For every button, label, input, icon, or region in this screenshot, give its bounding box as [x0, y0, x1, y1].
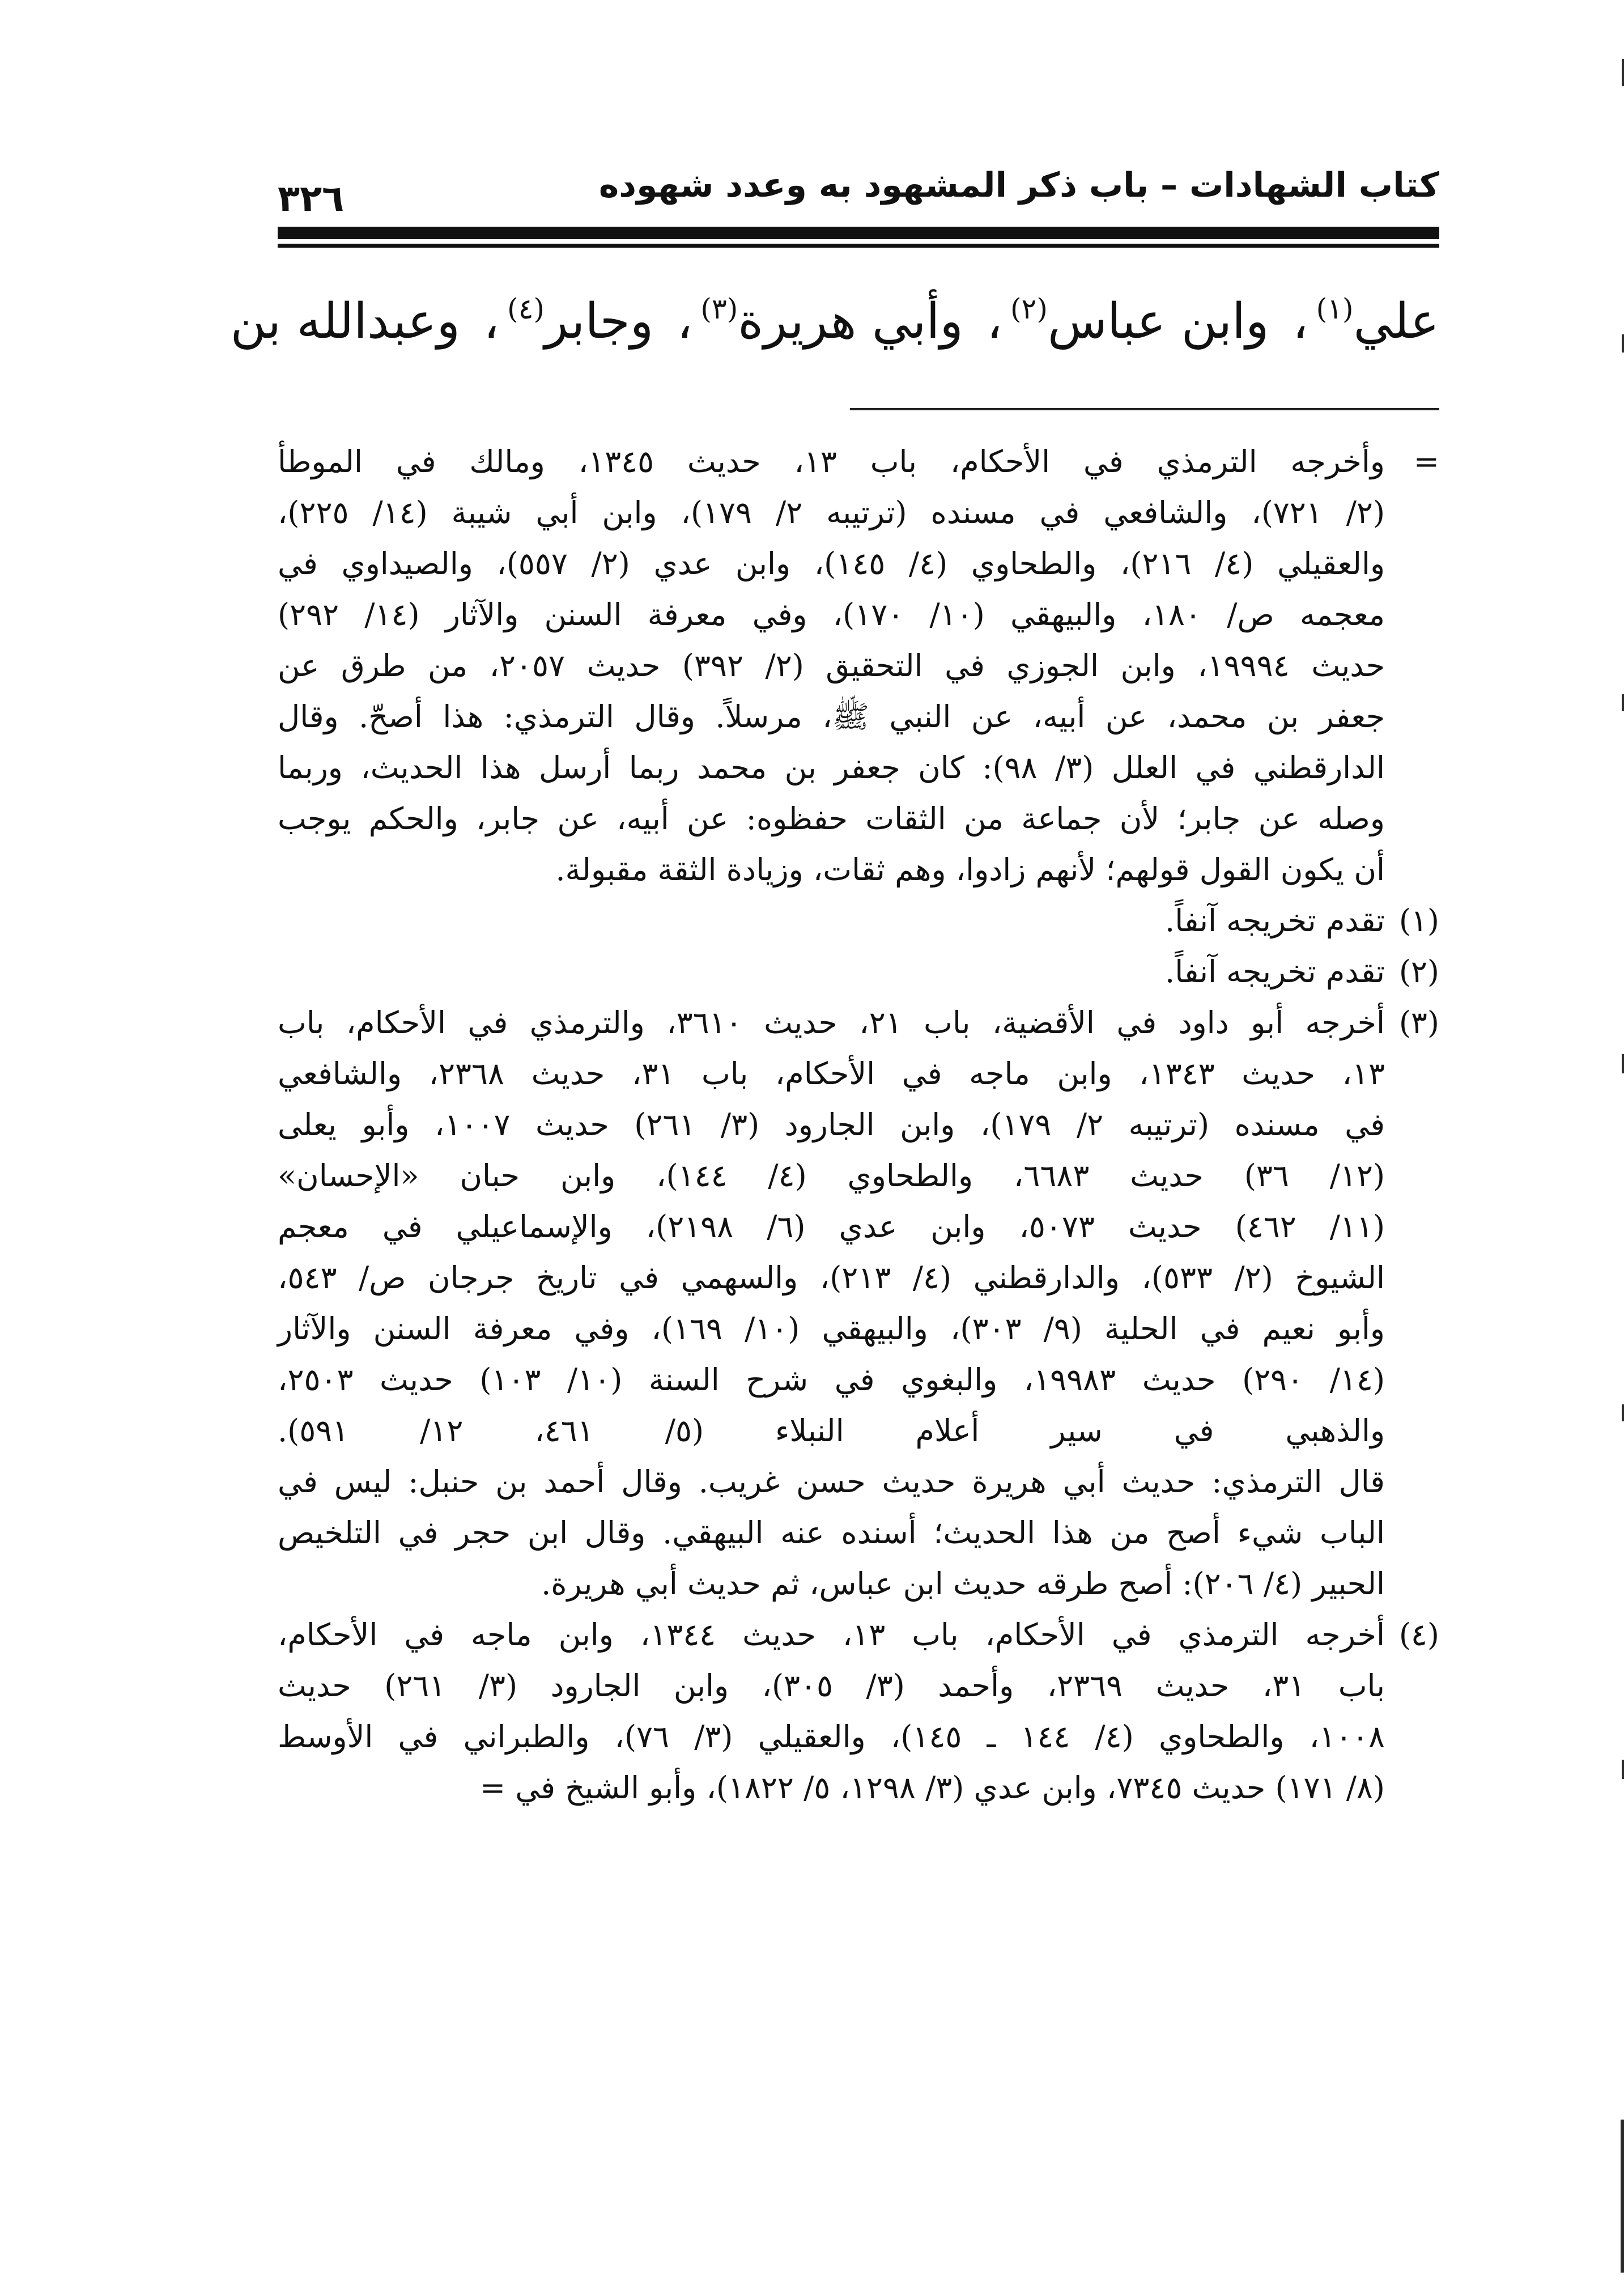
- footnote-line: والذهبي في سير أعلام النبلاء (٥/ ٤٦١، ١٢/ ٥٩١).: [278, 1413, 1385, 1449]
- footnote-line: (٢/ ٧٢١)، والشافعي في مسنده (ترتيبه ٢/ ١٧٩)، وابن أبي شيبة (١٤/ ٢٢٥)،: [278, 495, 1385, 530]
- footnote-line: وأخرجه الترمذي في الأحكام، باب ١٣، حديث ١٣٤٥، ومالك في الموطأ: [278, 444, 1385, 479]
- page-number: ٣٢٦: [278, 178, 345, 220]
- binding-mark: [1622, 1054, 1624, 1073]
- binding-mark: [1622, 1404, 1624, 1421]
- footnote-marker: (١): [1398, 903, 1439, 939]
- footnote-block: [278, 997, 1439, 1610]
- footnote-line: أن يكون القول قولهم؛ لأنهم زادوا، وهم ثقات، وزيادة الثقة مقبولة.: [555, 852, 1385, 888]
- binding-mark: [1622, 694, 1624, 711]
- header-rule-thick: [278, 227, 1439, 239]
- main-text-line: [230, 266, 1439, 364]
- footnote-marker: (٢): [1398, 954, 1439, 990]
- main-name: وأبي هريرة: [738, 293, 963, 350]
- footnote-line: في مسنده (ترتيبه ٢/ ١٧٩)، وابن الجارود (٣/ ٢٦١) حديث ١٠٠٧، وأبو يعلى: [278, 1107, 1385, 1143]
- footnote-ref[interactable]: (٢): [1010, 292, 1048, 325]
- footnote-line: حديث ١٩٩٩٤، وابن الجوزي في التحقيق (٢/ ٣٩٢) حديث ٢٠٥٧، من طرق عن: [278, 648, 1385, 683]
- footnote-line: ١٠٠٨، والطحاوي (٤/ ١٤٤ ـ ١٤٥)، والعقيلي (٣/ ٧٦)، والطبراني في الأوسط: [278, 1719, 1385, 1755]
- footnote-line: وأبو نعيم في الحلية (٩/ ٣٠٣)، والبيهقي (١٠/ ١٦٩)، وفي معرفة السنن والآثار: [278, 1311, 1385, 1347]
- binding-mark: [1622, 334, 1624, 353]
- footnote-block: [278, 1610, 1439, 1814]
- footnote-line: قال الترمذي: حديث أبي هريرة حديث حسن غريب. وقال أحمد بن حنبل: ليس في: [278, 1464, 1385, 1500]
- footnote-block: [278, 946, 1439, 997]
- header-rule-thin: [278, 244, 1439, 248]
- footnotes-section: [278, 436, 1439, 1814]
- footnote-line: (٨/ ١٧١) حديث ٧٣٤٥، وابن عدي (٣/ ١٢٩٨، ٥/ ١٨٢٢)، وأبو الشيخ في =: [479, 1770, 1385, 1806]
- footnote-line: باب ٣١، حديث ٢٣٦٩، وأحمد (٣/ ٣٠٥)، وابن الجارود (٣/ ٢٦١) حديث: [278, 1668, 1385, 1704]
- binding-mark: [1621, 2120, 1624, 2273]
- separator: ،: [677, 293, 693, 350]
- footnote-marker: (٣): [1398, 1005, 1439, 1041]
- footnote-marker: (٤): [1398, 1617, 1439, 1653]
- footnote-line: معجمه ص/ ١٨٠، والبيهقي (١٠/ ١٧٠)، وفي معرفة السنن والآثار (١٤/ ٢٩٢): [278, 597, 1385, 632]
- footnote-line: الحبير (٤/ ٢٠٦): أصح طرقه حديث ابن عباس، ثم حديث أبي هريرة.: [541, 1566, 1385, 1602]
- footnote-line: (١٢/ ٣٦) حديث ٦٦٨٣، والطحاوي (٤/ ١٤٤)، وابن حبان «الإحسان»: [278, 1158, 1385, 1194]
- binding-mark: [1622, 59, 1624, 86]
- footnote-ref[interactable]: (٣): [700, 292, 738, 325]
- running-header: [278, 165, 1439, 220]
- header-title: كتاب الشهادات – باب ذكر المشهود به وعدد شهوده: [598, 165, 1439, 205]
- footnote-line: الشيوخ (٢/ ٥٣٣)، والدارقطني (٤/ ٢١٣)، والسهمي في تاريخ جرجان ص/ ٥٤٣،: [278, 1260, 1385, 1296]
- footnote-block: [278, 436, 1439, 895]
- footnote-separator-rule: [850, 408, 1439, 410]
- main-name: وعبدالله بن: [230, 293, 460, 350]
- footnote-line: ١٣، حديث ١٣٤٣، وابن ماجه في الأحكام، باب ٣١، حديث ٢٣٦٨، والشافعي: [278, 1056, 1385, 1092]
- main-name: وجابر: [544, 293, 654, 350]
- footnote-line: أخرجه أبو داود في الأقضية، باب ٢١، حديث ٣٦١٠، والترمذي في الأحكام، باب: [278, 1005, 1385, 1041]
- footnote-block: [278, 895, 1439, 946]
- footnote-line: تقدم تخريجه آنفاً.: [1165, 954, 1385, 990]
- footnote-line: (١١/ ٤٦٢) حديث ٥٠٧٣، وابن عدي (٦/ ٢١٩٨)، والإسماعيلي في معجم: [278, 1209, 1385, 1245]
- main-name: وابن عباس: [1047, 293, 1269, 350]
- separator: ،: [483, 293, 500, 350]
- binding-mark: [1622, 1760, 1624, 1779]
- separator: ،: [987, 293, 1003, 350]
- footnote-marker: =: [1413, 444, 1439, 479]
- footnote-ref[interactable]: (١): [1316, 292, 1354, 325]
- separator: ،: [1292, 293, 1308, 350]
- footnote-line: الباب شيء أصح من هذا الحديث؛ أسنده عنه البيهقي. وقال ابن حجر في التلخيص: [278, 1515, 1385, 1551]
- footnote-ref[interactable]: (٤): [507, 292, 545, 325]
- footnote-line: والعقيلي (٤/ ٢١٦)، والطحاوي (٤/ ١٤٥)، وابن عدي (٢/ ٥٥٧)، والصيداوي في: [278, 546, 1385, 581]
- footnote-line: جعفر بن محمد، عن أبيه، عن النبي ﷺ، مرسلاً. وقال الترمذي: هذا أصحّ. وقال: [278, 699, 1385, 734]
- footnote-line: تقدم تخريجه آنفاً.: [1165, 903, 1385, 939]
- footnote-line: أخرجه الترمذي في الأحكام، باب ١٣، حديث ١٣٤٤، وابن ماجه في الأحكام،: [278, 1617, 1385, 1653]
- footnote-line: وصله عن جابر؛ لأن جماعة من الثقات حفظوه: عن أبيه، عن جابر، والحكم يوجب: [278, 801, 1385, 836]
- footnote-line: (١٤/ ٢٩٠) حديث ١٩٩٨٣، والبغوي في شرح السنة (١٠/ ١٠٣) حديث ٢٥٠٣،: [278, 1362, 1385, 1398]
- footnote-line: الدارقطني في العلل (٣/ ٩٨): كان جعفر بن محمد ربما أرسل هذا الحديث، وربما: [278, 750, 1385, 785]
- main-name: علي: [1353, 293, 1439, 350]
